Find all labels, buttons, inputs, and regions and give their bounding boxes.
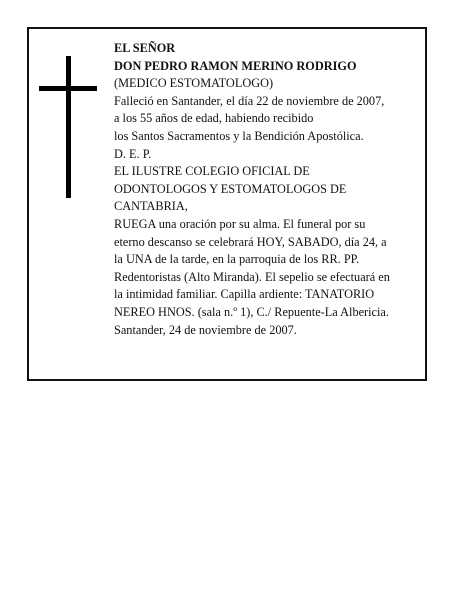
- organization-line: ODONTOLOGOS Y ESTOMATOLOGOS DE: [114, 181, 347, 196]
- obituary-text: [114, 40, 424, 339]
- deceased-name: DON PEDRO RAMON MERINO RODRIGO: [114, 58, 357, 73]
- request-line: NEREO HNOS. (sala n.º 1), C./ Repuente-La Albericia.: [114, 304, 389, 319]
- cross-vertical-bar: [66, 56, 71, 198]
- cross-horizontal-bar: [39, 86, 97, 91]
- organization-line: EL ILUSTRE COLEGIO OFICIAL DE: [114, 164, 310, 179]
- request-line: la intimidad familiar. Capilla ardiente: TANATORIO: [114, 287, 375, 302]
- latin-cross-icon: [39, 56, 97, 198]
- death-line: a los 55 años de edad, habiendo recibido: [114, 111, 314, 126]
- rip-line: D. E. P.: [114, 146, 152, 161]
- profession: (MEDICO ESTOMATOLOGO): [114, 76, 274, 91]
- organization-line: CANTABRIA,: [114, 199, 188, 214]
- date-line: Santander, 24 de noviembre de 2007.: [114, 322, 297, 337]
- obituary-notice: [27, 27, 427, 381]
- request-line: Redentoristas (Alto Miranda). El sepelio se efectuará en: [114, 269, 390, 284]
- death-line: Falleció en Santander, el día 22 de noviembre de 2007,: [114, 93, 385, 108]
- request-line: RUEGA una oración por su alma. El funeral por su: [114, 216, 366, 231]
- request-line: la UNA de la tarde, en la parroquia de los RR. PP.: [114, 252, 360, 267]
- heading-title: EL SEÑOR: [114, 41, 176, 55]
- request-line: eterno descanso se celebrará HOY, SABADO, día 24, a: [114, 234, 387, 249]
- death-line: los Santos Sacramentos y la Bendición Apostólica.: [114, 128, 364, 143]
